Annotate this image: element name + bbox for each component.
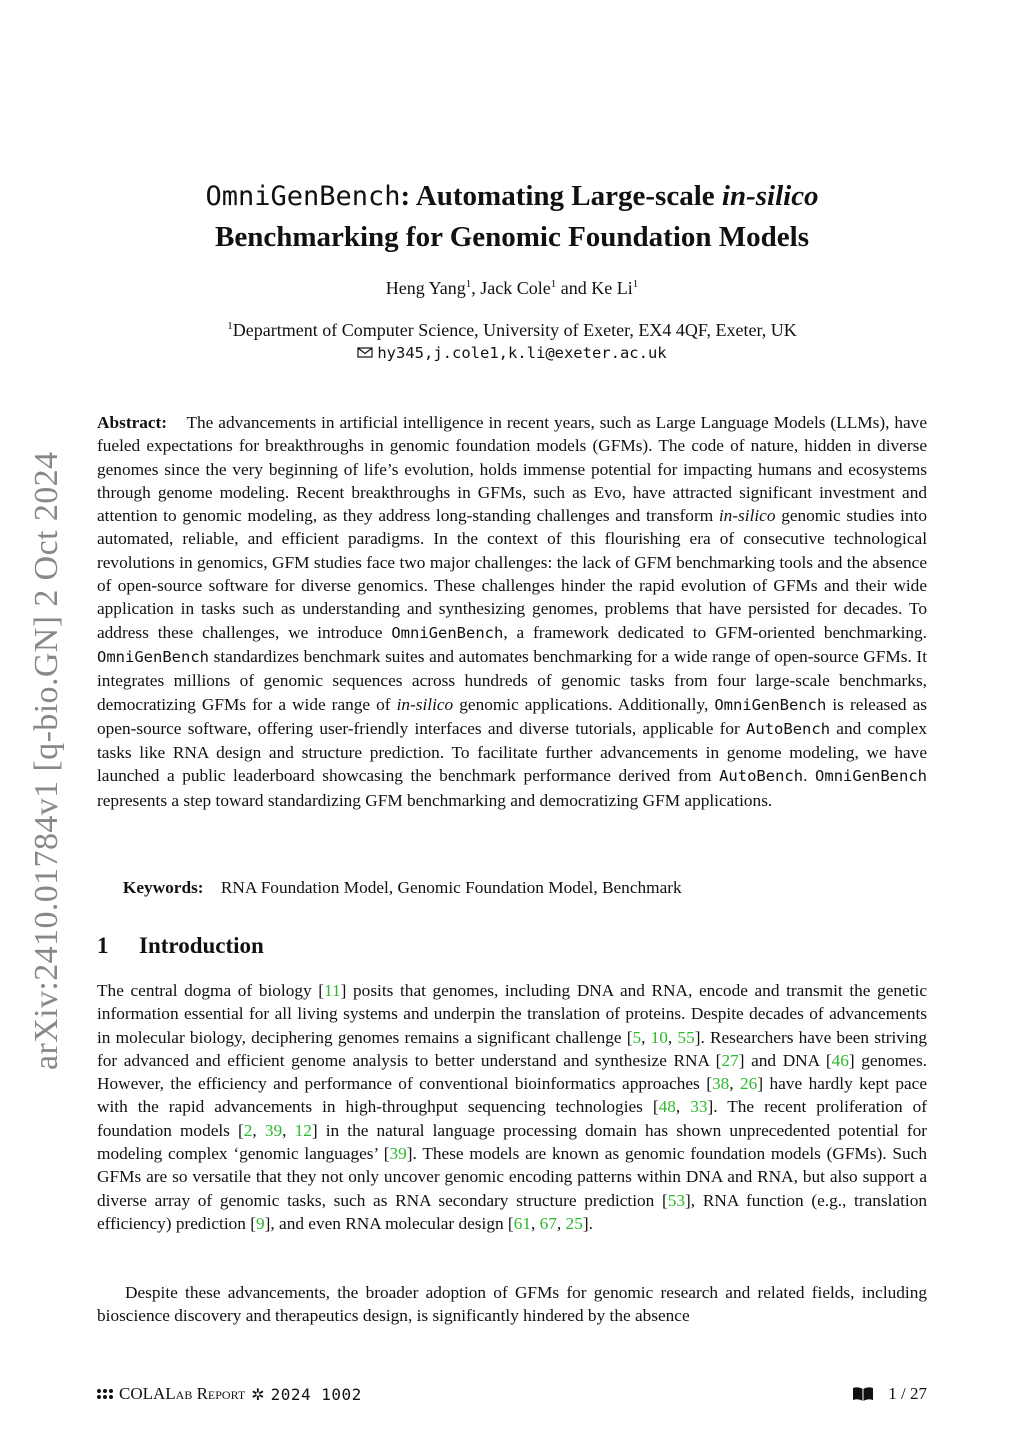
abstract-text: standardizes benchmark suites and automates benchmarking for a wide range of open-source GFMs. It integrates millions of genomic sequences across hundreds of genomic tasks from four large-scale benchmarks, democratizing GFMs for a wide range of xyxy=(97,646,927,714)
software-name: OmniGenBench xyxy=(97,647,209,666)
citation-link[interactable]: 61 xyxy=(513,1213,531,1233)
abstract-text: and complex tasks like RNA design and structure prediction. To facilitate further advancements in genome modeling, we have launched a public leaderboard showcasing the benchmark performance derived from xyxy=(97,718,927,786)
software-name: AutoBench xyxy=(746,719,831,738)
citation-link[interactable]: 10 xyxy=(650,1027,668,1047)
intro-paragraph-2: Despite these advancements, the broader adoption of GFMs for genomic research and related fields, including bioscience discovery and therapeutics design, is significantly hindered by the absence xyxy=(97,1283,927,1326)
abstract-text: . xyxy=(803,766,816,786)
abstract-italic: in-silico xyxy=(718,506,776,526)
keywords xyxy=(97,878,927,898)
abstract-text: represents a step toward standardizing GFM benchmarking and democratizing GFM applications. xyxy=(97,790,773,810)
abstract-text: , a framework dedicated to GFM-oriented benchmarking. xyxy=(503,622,927,642)
body-text: ] and DNA [ xyxy=(738,1050,832,1070)
citation-link[interactable]: 53 xyxy=(667,1190,686,1210)
lab-logo-icon xyxy=(97,1389,113,1399)
citation-link[interactable]: 25 xyxy=(565,1213,583,1233)
citation-link[interactable]: 39 xyxy=(264,1120,283,1140)
author-list xyxy=(0,278,1024,299)
author-name: Heng Yang xyxy=(385,278,466,298)
affiliation-mark: 1 xyxy=(632,278,639,290)
body-text: The central dogma of biology [ xyxy=(97,981,325,1000)
software-name: OmniGenBench xyxy=(391,623,504,642)
software-name: OmniGenBench xyxy=(815,767,928,786)
body-text: ]. Researchers have been striving for advanced and efficient genome analysis to better understand and synthesize RNA [ xyxy=(97,1027,928,1070)
footer-lab: COLALab Report xyxy=(119,1384,246,1403)
gear-icon: ✲ xyxy=(251,1384,265,1404)
citation-link[interactable]: 26 xyxy=(740,1074,758,1094)
citation-link[interactable]: 12 xyxy=(294,1120,312,1140)
book-icon xyxy=(852,1386,874,1402)
abstract-text: The advancements in artificial intelligence in recent years, such as Large Language Models (LLMs), have fueled expectations for breakthroughs in genomic foundation models (GFMs). The code of nature, hidden in diverse genomes since the very beginning of life’s evolution, holds immense potential for impacting humans and ecosystems through genome modeling. Recent breakthroughs in GFMs, such as Evo, have attracted significant investment and attention to genomic modeling, as they address long-standing challenges and transform xyxy=(97,413,927,526)
citation-link[interactable]: 27 xyxy=(721,1050,739,1070)
citation-link[interactable]: 11 xyxy=(324,981,341,1000)
body-text: ], RNA function (e.g., translation efficiency) prediction [ xyxy=(97,1190,927,1233)
software-name: AutoBench xyxy=(719,767,804,786)
paper-title xyxy=(60,176,964,257)
title-software-name: OmniGenBench xyxy=(205,181,401,212)
software-name: OmniGenBench xyxy=(714,695,827,714)
citation-link[interactable]: 48 xyxy=(658,1097,676,1117)
abstract-label: Abstract: xyxy=(97,413,168,432)
abstract-italic: in-silico xyxy=(396,694,454,714)
body-text: ]. The recent proliferation of foundation models [ xyxy=(97,1097,928,1140)
intro-paragraph-1: The central dogma of biology [11] posits that genomes, including DNA and RNA, encode and transmit the genetic information essential for all living systems and underpin the translation of proteins. Despite decades of advancements in molecular biology, deciphering genomes remains a significant challenge [5, 10, 55]. Researchers have been striving for advanced and efficient genome analysis to better understand and synthesize RNA [27] and DNA [46] genomes. However, the efficiency and performance of conventional bioinformatics approaches [38, 26] have hardly kept pace with the rapid advancements in high-throughput sequencing technologies [48, 33]. The recent proliferation of foundation models [2, 39, 12] in the natural language processing domain has shown unprecedented potential for modeling complex ‘genomic languages’ [39]. These models are known as genomic foundation models (GFMs). Such GFMs are so versatile that they not only uncover genomic encoding patterns within DNA and RNA, but also support a diverse array of genomic tasks, such as RNA secondary structure prediction [53], RNA function (e.g., translation efficiency) prediction [9], and even RNA molecular design [61, 67, 25]. xyxy=(97,981,928,1233)
body-text: ]. xyxy=(582,1213,593,1233)
section-number: 1 xyxy=(97,933,109,958)
affiliation-mark: 1 xyxy=(550,278,557,290)
citation-link[interactable]: 9 xyxy=(255,1213,265,1233)
author-separator: , xyxy=(471,278,481,298)
abstract-text: genomic studies into automated, reliable, and efficient paradigms. In the context of this flourishing era of consecutive technological revolutions in genomics, GFM studies face two major challenges: the lack of GFM benchmarking tools and the absence of open-source software for diverse genomics. These challenges hinder the rapid evolution of GFMs and their wide application in tasks such as understanding and synthesizing genomes, problems that have persisted for decades. To address these challenges, we introduce xyxy=(97,506,927,642)
email-line xyxy=(0,344,1024,363)
body-text: ], and even RNA molecular design [ xyxy=(264,1213,514,1233)
footer-date: 2024 1002 xyxy=(270,1384,362,1404)
citation-link[interactable]: 39 xyxy=(389,1144,407,1164)
title-part1: : Automating Large-scale xyxy=(400,180,722,212)
author-separator: and xyxy=(556,278,592,298)
citation-link[interactable]: 33 xyxy=(690,1097,708,1117)
arxiv-identifier-stamp: arXiv:2410.01784v1 [q-bio.GN] 2 Oct 2024 xyxy=(28,451,65,1070)
section-title: Introduction xyxy=(139,933,264,958)
abstract-text: genomic applications. Additionally, xyxy=(453,694,715,714)
affiliation-text: Department of Computer Science, University of Exeter, EX4 4QF, Exeter, UK xyxy=(232,320,797,340)
body-text: ] have hardly kept pace with the rapid advancements in high-throughput sequencing technologies [ xyxy=(97,1074,928,1117)
body-text: ]. These models are known as genomic foundation models (GFMs). Such GFMs are so versatile that they not only uncover genomic encoding patterns within DNA and RNA, but also support a diverse array of genomic tasks, such as RNA secondary structure prediction [ xyxy=(97,1144,927,1210)
email-icon xyxy=(357,346,373,359)
citation-link[interactable]: 55 xyxy=(677,1027,695,1047)
footer-left xyxy=(97,1384,362,1404)
author-name: Jack Cole xyxy=(480,278,551,298)
body-text: ] in the natural language processing domain has shown unprecedented potential for modeling complex ‘genomic languages’ [ xyxy=(97,1120,928,1164)
page-number: 1 / 27 xyxy=(888,1384,927,1403)
citation-link[interactable]: 5 xyxy=(632,1027,642,1047)
citation-link[interactable]: 38 xyxy=(711,1074,730,1094)
citation-link[interactable]: 46 xyxy=(831,1050,849,1070)
author-name: Ke Li xyxy=(591,278,633,298)
page-footer xyxy=(97,1384,927,1408)
keywords-label: Keywords: xyxy=(122,878,204,897)
affiliation-mark: 1 xyxy=(227,320,233,332)
body-text: ] posits that genomes, including DNA and RNA, encode and transmit the genetic information essential for all living systems and underpin the translation of proteins. Despite decades of advancements in molecular biology, deciphering genomes remains a significant challenge [ xyxy=(97,981,927,1047)
citation-link[interactable]: 67 xyxy=(539,1213,557,1233)
title-line2: Benchmarking for Genomic Foundation Models xyxy=(215,221,809,253)
affiliation xyxy=(0,320,1024,341)
abstract-text: is released as open-source software, offering user-friendly interfaces and diverse tutorials, applicable for xyxy=(97,694,928,738)
keywords-text: RNA Foundation Model, Genomic Foundation Model, Benchmark xyxy=(220,878,682,897)
citation-link[interactable]: 2 xyxy=(243,1120,253,1140)
section-heading xyxy=(97,933,264,959)
footer-right xyxy=(852,1384,927,1404)
title-italic: in-silico xyxy=(721,180,819,212)
email-address[interactable]: hy345,j.cole1,k.li@exeter.ac.uk xyxy=(377,344,667,362)
abstract xyxy=(97,411,927,812)
body-text: ] genomes. However, the efficiency and performance of conventional bioinformatics approaches [ xyxy=(97,1050,927,1094)
affiliation-mark: 1 xyxy=(465,278,472,290)
